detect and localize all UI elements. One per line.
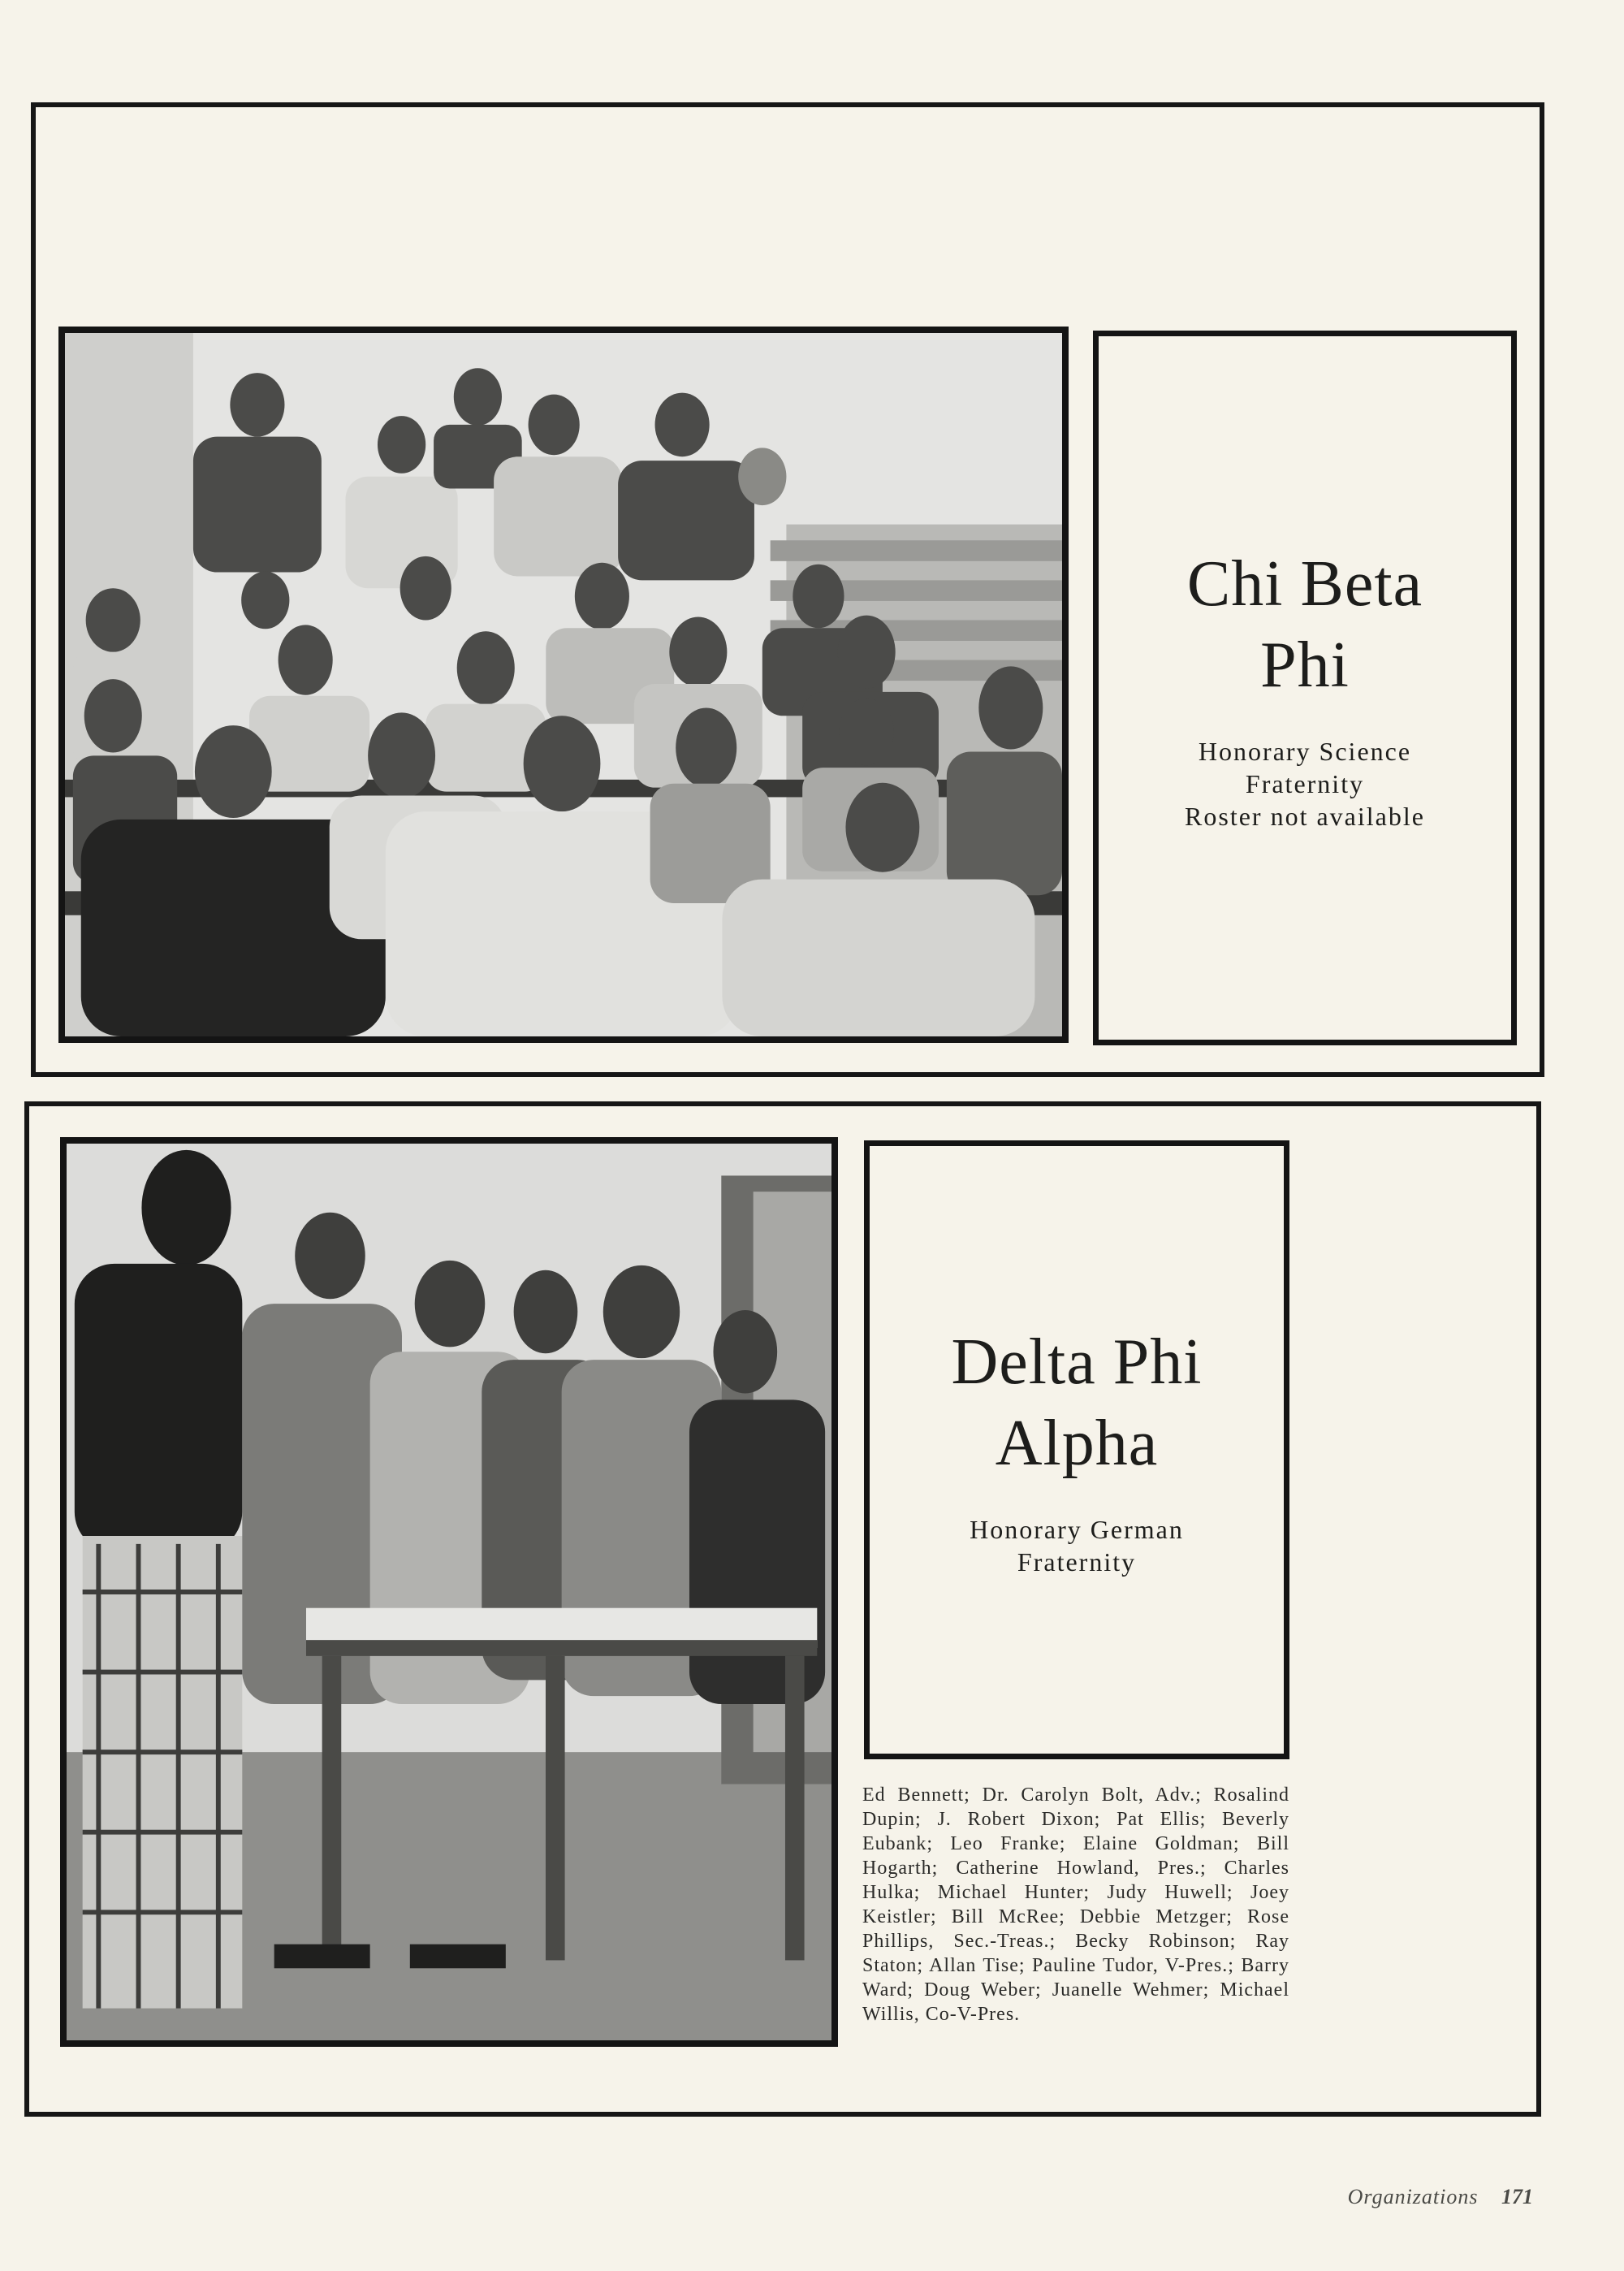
delta-phi-alpha-title-line-1: Delta Phi bbox=[951, 1326, 1203, 1398]
chi-beta-phi-subtitle-line-1: Honorary Science bbox=[1198, 737, 1412, 766]
footer-section-name: Organizations bbox=[1347, 2185, 1479, 2208]
chi-beta-phi-subtitle bbox=[1185, 735, 1425, 833]
delta-phi-alpha-subtitle-line-1: Honorary German bbox=[970, 1515, 1184, 1544]
delta-phi-alpha-group-photo bbox=[60, 1137, 838, 2047]
delta-phi-alpha-title bbox=[952, 1322, 1203, 1484]
delta-phi-alpha-subtitle-line-2: Fraternity bbox=[1017, 1547, 1137, 1577]
chi-beta-phi-title-box bbox=[1093, 331, 1517, 1045]
delta-phi-alpha-title-line-2: Alpha bbox=[995, 1408, 1159, 1479]
group-photo-ceremony-image bbox=[67, 1144, 831, 2040]
chi-beta-phi-title-line-2: Phi bbox=[1260, 629, 1350, 701]
chi-beta-phi-title bbox=[1187, 543, 1423, 706]
group-photo-classroom-image bbox=[65, 333, 1062, 1036]
chi-beta-phi-group-photo bbox=[58, 327, 1069, 1043]
chi-beta-phi-title-line-1: Chi Beta bbox=[1186, 548, 1423, 620]
page-number: 171 bbox=[1501, 2185, 1533, 2208]
delta-phi-alpha-roster: Ed Bennett; Dr. Carolyn Bolt, Adv.; Rosalind Dupin; J. Robert Dixon; Pat Ellis; Beverly Eubank; Leo Franke; Elaine Goldman; Bill Hogarth; Catherine Howland, Pres.; Charles Hulka; Michael Hunter; Judy Huwell; Joey Keistler; Bill McRee; Debbie Metzger; Rose Phillips, Sec.-Treas.; Becky Robinson; Ray Staton; Allan Tise; Pauline Tudor, V-Pres.; Barry Ward; Doug Weber; Juanelle Wehmer; Michael Willis, Co-V-Pres. bbox=[862, 1784, 1289, 2025]
delta-phi-alpha-subtitle bbox=[970, 1513, 1184, 1578]
chi-beta-phi-subtitle-line-2: Fraternity bbox=[1245, 769, 1365, 798]
page-footer bbox=[1348, 2185, 1533, 2209]
delta-phi-alpha-title-box bbox=[864, 1140, 1289, 1759]
chi-beta-phi-roster-note: Roster not available bbox=[1185, 802, 1425, 831]
